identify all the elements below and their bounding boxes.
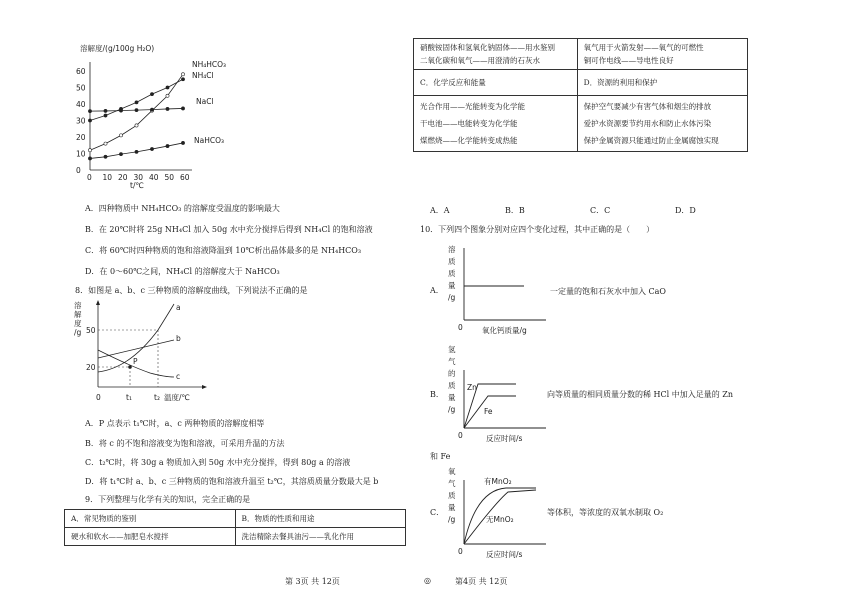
q10b-fe: Fe	[484, 407, 493, 416]
point-nh4cl	[166, 86, 169, 89]
chart1-ytick: 60	[76, 67, 86, 76]
q10c-y3: 质	[448, 491, 456, 500]
chart1-xlabel: t/℃	[130, 181, 144, 190]
q8-ytick-50: 50	[86, 326, 96, 335]
q8-curve-c: c	[176, 372, 181, 381]
chart1-xtick: 20	[118, 173, 128, 182]
point-nacl	[150, 108, 153, 111]
chart1-xtick: 60	[180, 173, 190, 182]
series-nh4cl	[90, 79, 183, 120]
chart1-xtick: 10	[102, 173, 113, 182]
point-nahco3	[119, 153, 122, 156]
q9-cell-a-head: A．常见物质的鉴别	[65, 510, 236, 528]
q10b-y5: 量	[448, 393, 456, 402]
point-nahco3	[181, 141, 184, 144]
point-nh4hco3	[181, 73, 184, 76]
q8-option-b: B．将 c 的不饱和溶液变为饱和溶液，可采用升温的方法	[85, 439, 285, 448]
q9-answer-a: A．A	[430, 206, 450, 215]
q8-option-a: A．P 点表示 t₁℃时，a、c 两种物质的溶解度相等	[85, 419, 265, 428]
chart1-ytick: 50	[76, 83, 86, 93]
point-nacl	[166, 107, 169, 110]
point-nahco3	[88, 157, 91, 160]
q10-c-graph	[446, 462, 556, 562]
q10a-xlabel: 氧化钙质量/g	[482, 326, 527, 335]
point-nh4hco3	[88, 149, 91, 152]
q10b-y1: 氢	[448, 345, 456, 354]
q10c-y5: /g	[448, 515, 456, 524]
point-nacl	[119, 109, 122, 112]
q7-option-d: D．在 0～60℃之间，NH₄Cl 的溶解度大于 NaHCO₃	[85, 267, 280, 276]
q10a-origin: 0	[458, 323, 463, 332]
q10-a-letter: A．	[430, 286, 444, 295]
footer-page-right: 第4页 共 12页	[455, 577, 508, 586]
q9-cell-a-body-1: 硬水和软水——加肥皂水搅拌	[65, 528, 236, 546]
chart1-xtick: 50	[164, 173, 175, 182]
point-nh4cl	[135, 101, 138, 104]
q10a-y4: 量	[448, 281, 456, 290]
q10c-y1: 氧	[448, 467, 456, 476]
q10b-y3: 的	[448, 369, 456, 378]
q9-a-body-3: 二氧化碳和氧气——用澄清的石灰水	[420, 56, 540, 65]
chart1-ytick: 40	[76, 100, 86, 109]
q10-c-desc: 等体积，等浓度的双氧水制取 O₂	[547, 508, 664, 517]
chart1-ytick: 0	[76, 166, 81, 175]
q9-d-body-2: 爱护水资源要节约用水和防止水体污染	[583, 119, 712, 128]
chart1-xtick: 30	[133, 173, 144, 182]
point-nh4cl	[150, 93, 153, 96]
chart1-ylabel: 溶解度/(g/100g H₂O)	[80, 44, 155, 53]
q10-a-desc: 一定量的饱和石灰水中加入 CaO	[550, 287, 666, 296]
label-nahco3: NaHCO₃	[194, 136, 224, 145]
q9-cell-b-body-cont	[577, 39, 747, 70]
q10c-origin: 0	[458, 547, 463, 556]
q10c-y2: 气	[448, 479, 456, 488]
q10c-y4: 量	[448, 503, 456, 512]
q9-b-body-2: 氧气用于火箭发射——氧气的可燃性	[583, 43, 704, 52]
q9-cell-d-head: D．资源的利用和保护	[577, 70, 747, 96]
q7-option-b: B．在 20℃时将 25g NH₄Cl 加入 50g 水中充分搅拌后得到 NH₄Cl 的饱和溶液	[85, 225, 373, 234]
q9-cell-b-body-1: 洗洁精除去餐具油污——乳化作用	[235, 528, 406, 546]
q8-ylabel-2: 解	[74, 310, 82, 319]
q9-c-body-3: 煤燃烧——化学能转变成热能	[420, 136, 518, 145]
q10b-zn: Zn	[467, 383, 477, 392]
q10-b-desc2: 和 Fe	[430, 452, 451, 461]
footer-separator: ◎	[424, 576, 431, 585]
solubility-chart	[62, 40, 262, 195]
q10b-y2: 气	[448, 357, 456, 366]
q7-option-a: A．四种物质中 NH₄HCO₃ 的溶解度受温度的影响最大	[85, 204, 280, 213]
point-nahco3	[166, 144, 169, 147]
q9-answer-b: B．B	[505, 206, 525, 215]
point-nacl	[135, 109, 138, 112]
q9-d-body-3: 保护金属资源只能通过防止金属腐蚀实现	[583, 136, 719, 145]
point-nahco3	[135, 150, 138, 153]
q8-xtick-t1: t₁	[126, 393, 132, 402]
q10c-xlabel: 反应时间/s	[486, 550, 523, 559]
chart1-xtick: 0	[87, 173, 92, 182]
q10b-origin: 0	[458, 431, 463, 440]
q9-a-body-2: 硝酸铵固体和氢氧化钠固体——用水鉴别	[420, 43, 555, 52]
q9-c-body-1: 光合作用——光能转变为化学能	[420, 102, 525, 111]
q9-c-body-2: 干电池——电能转变为化学能	[420, 119, 518, 128]
q10a-y3: 质	[448, 269, 456, 278]
q8-curve-a: a	[176, 303, 181, 312]
q10b-y6: /g	[448, 405, 456, 414]
point-nh4hco3	[166, 94, 169, 97]
q9-answer-c: C．C	[590, 206, 611, 215]
q8-point-p: P	[133, 357, 138, 366]
q10b-xlabel: 反应时间/s	[486, 434, 523, 443]
point-nh4cl	[104, 114, 107, 117]
label-nh4cl: NH₄Cl	[192, 71, 214, 80]
q9-answer-d: D．D	[675, 206, 696, 215]
q10b-y4: 质	[448, 381, 456, 390]
point-nh4cl	[88, 119, 91, 122]
chart1-ytick: 20	[76, 133, 86, 142]
point-nh4hco3	[135, 124, 138, 127]
q10-c-letter: C．	[430, 508, 445, 517]
q9-d-body-1: 保护空气要减少有害气体和烟尘的排放	[583, 102, 712, 111]
q8-option-c: C．t₂℃时，将 30g a 物质加入到 50g 水中充分搅拌，得到 80g a 的溶液	[85, 458, 351, 467]
q8-xtick-t2: t₂	[154, 393, 160, 402]
q9-cell-c-body	[414, 96, 578, 152]
q9-b-body-3: 铜可作电线——导电性良好	[583, 56, 674, 65]
q10-a-graph	[446, 240, 556, 340]
q9-cell-a-body-cont	[414, 39, 578, 70]
series-nh4hco3	[90, 74, 183, 150]
q10-stem: 10．下列四个图象分别对应四个变化过程，其中正确的是（ ）	[420, 225, 655, 234]
q8-ylabel-1: 溶	[74, 301, 82, 310]
point-nahco3	[150, 147, 153, 150]
q8-option-d: D．将 t₁℃时 a、b、c 三种物质的饱和溶液升温至 t₂℃，其溶质质量分数最大是 b	[85, 477, 379, 486]
q8-curve-b: b	[176, 334, 181, 343]
q9-cell-c-head: C．化学反应和能量	[414, 70, 578, 96]
q8-ytick-20: 20	[86, 363, 96, 372]
point-nacl	[104, 109, 107, 112]
chart1-ytick: 30	[76, 116, 86, 126]
q10a-y5: /g	[448, 293, 456, 302]
q10c-with-mno2: 有MnO₂	[484, 477, 512, 486]
q8-xtick-0: 0	[96, 393, 101, 402]
q10a-y1: 溶	[448, 245, 456, 254]
footer-page-left: 第 3页 共 12页	[285, 577, 340, 586]
point-nh4cl	[181, 78, 184, 81]
q9-table-right	[413, 38, 748, 152]
q9-cell-d-body	[577, 96, 747, 152]
q9-cell-b-head: B．物质的性质和用途	[235, 510, 406, 528]
point-nh4hco3	[104, 142, 107, 145]
point-nacl	[181, 107, 184, 110]
point-nh4hco3	[119, 134, 122, 137]
q10-b-letter: B．	[430, 390, 444, 399]
chart1-ytick: 10	[76, 149, 86, 159]
q7-option-c: C．将 60℃时四种物质的饱和溶液降温到 10℃析出晶体最多的是 NH₄HCO₃	[85, 246, 362, 255]
chart1-xtick: 40	[149, 173, 159, 182]
q10-b-graph	[446, 340, 556, 445]
q8-stem: 8．如图是 a、b、c 三种物质的溶解度曲线，下列说法不正确的是	[75, 286, 308, 295]
q9-stem: 9．下列整理与化学有关的知识，完全正确的是	[85, 495, 251, 504]
q10a-y2: 质	[448, 257, 456, 266]
q8-xlabel: 温度/℃	[164, 393, 190, 402]
q8-ylabel-4: /g	[74, 328, 82, 337]
q9-table-left	[64, 509, 406, 546]
q10c-without-mno2: 无MnO₂	[486, 515, 514, 524]
point-nacl	[88, 109, 91, 112]
label-nh4hco3: NH₄HCO₃	[192, 60, 227, 69]
q10-b-desc: 向等质量的相同质量分数的稀 HCl 中加入足量的 Zn	[547, 390, 733, 399]
label-nacl: NaCl	[196, 97, 214, 106]
q8-ylabel-3: 度	[74, 319, 82, 328]
point-nahco3	[104, 155, 107, 158]
abc-solubility-chart	[70, 300, 230, 410]
